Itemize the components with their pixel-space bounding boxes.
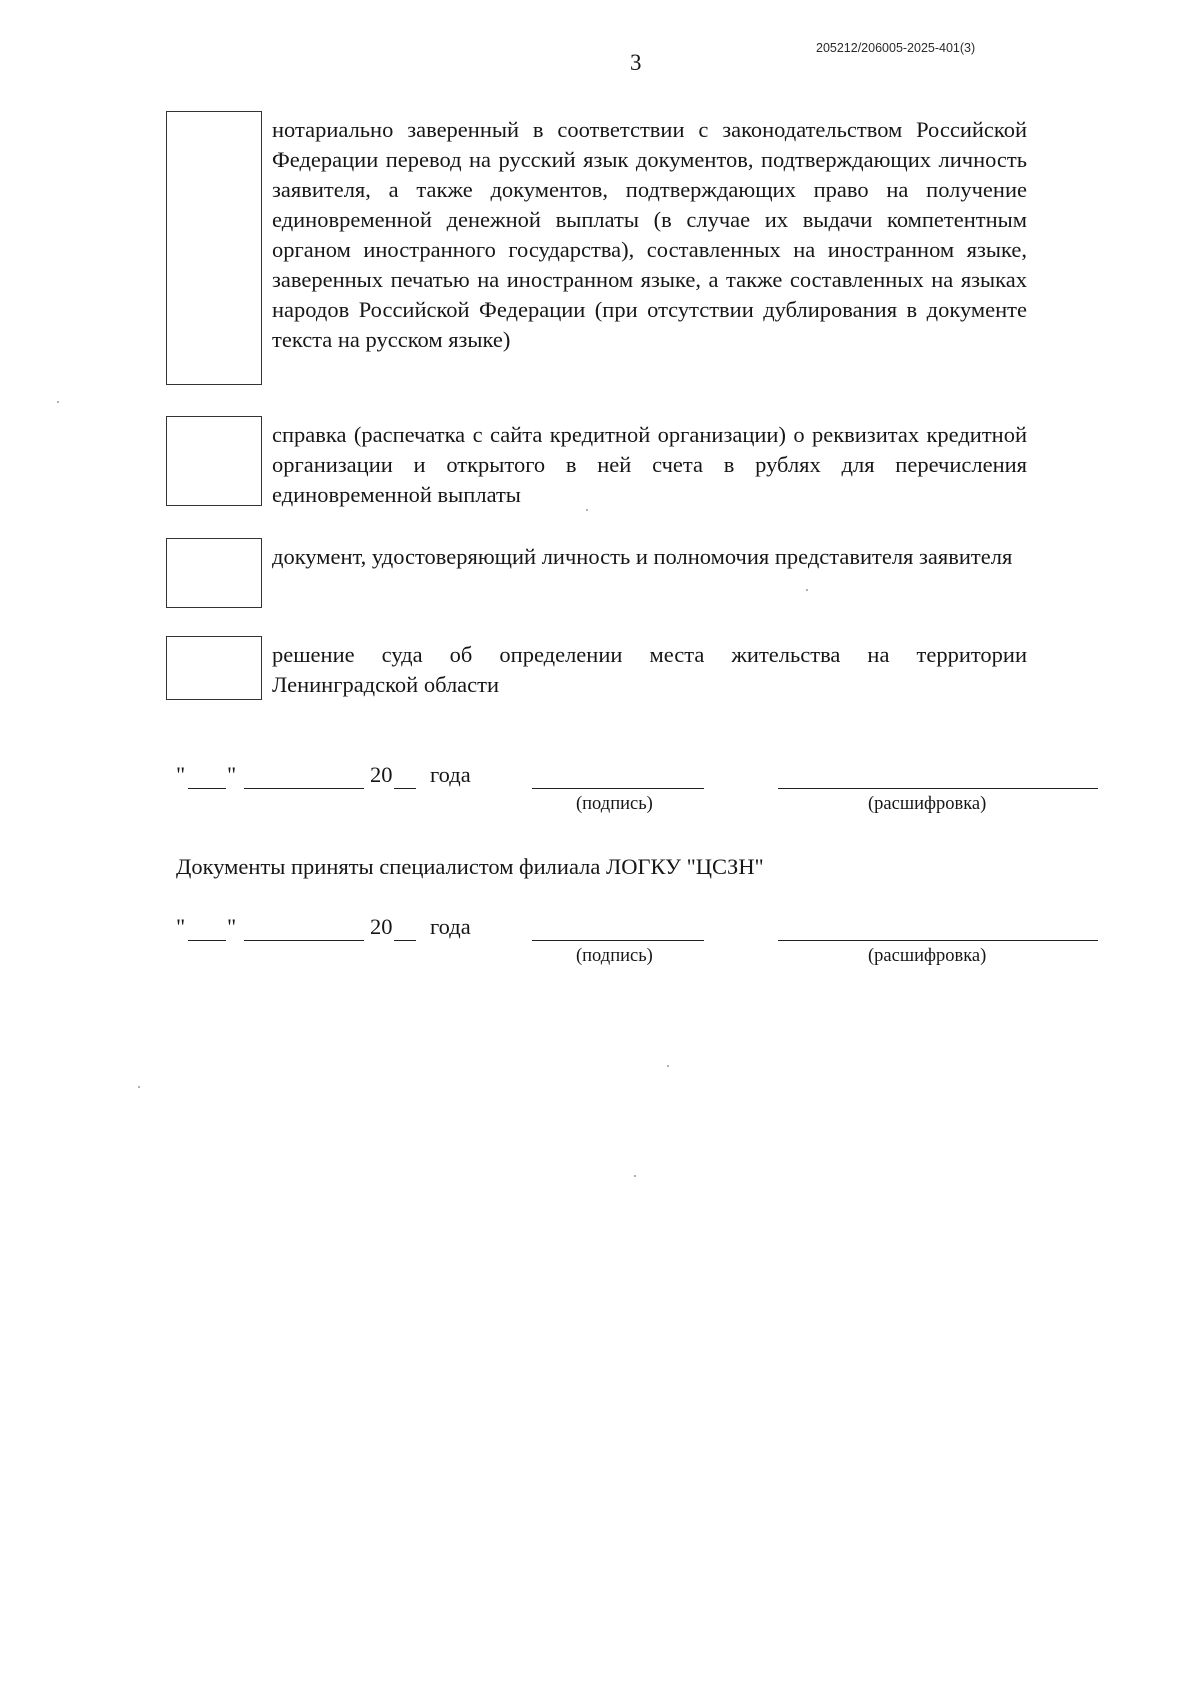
scan-speck <box>57 401 59 403</box>
page-number: 3 <box>630 50 642 75</box>
year-word: года <box>430 914 471 939</box>
scan-speck <box>667 1065 669 1067</box>
date-quote-open: " <box>176 914 186 939</box>
signature-caption: (подпись) <box>576 946 653 966</box>
date-quote-open: " <box>176 762 186 787</box>
signature-line[interactable] <box>532 788 704 789</box>
checkbox-bank-details[interactable] <box>166 416 262 506</box>
year-line[interactable] <box>394 788 416 789</box>
decode-line[interactable] <box>778 788 1098 789</box>
item-text-notarized-translation: нотариально заверенный в соответствии с законодательством Российской Федерации перевод на русский язык документов, подтверждающих личность заявителя, а также документов, подтверждающих право на получение единовременной денежной выплаты (в случае их выдачи компетентным органом иностранного государства), составленных на иностранном языке, заверенных печатью на иностранном языке, а также составленных на языках народов Российской Федерации (при отсутствии дублирования в документе текста на русском языке) <box>272 117 1027 352</box>
checkbox-notarized-translation[interactable] <box>166 111 262 385</box>
item-text-representative-id: документ, удостоверяющий личность и полномочия представителя заявителя <box>272 544 1013 569</box>
date-quote-close: " <box>227 914 237 939</box>
month-line[interactable] <box>244 940 364 941</box>
accepted-by-line: Документы приняты специалистом филиала ЛОГКУ "ЦСЗН" <box>176 854 764 879</box>
scan-speck <box>586 509 588 511</box>
day-line[interactable] <box>188 788 226 789</box>
year-word: года <box>430 762 471 787</box>
decode-caption: (расшифровка) <box>868 794 987 814</box>
scan-speck <box>138 1086 140 1088</box>
signature-caption: (подпись) <box>576 794 653 814</box>
day-line[interactable] <box>188 940 226 941</box>
year-line[interactable] <box>394 940 416 941</box>
scan-speck <box>634 1175 636 1177</box>
year-prefix: 20 <box>370 914 393 939</box>
scan-speck <box>806 589 808 591</box>
item-text-court-decision: решение суда об определении места жительства на территории Ленинградской области <box>272 642 1027 697</box>
month-line[interactable] <box>244 788 364 789</box>
decode-caption: (расшифровка) <box>868 946 987 966</box>
date-quote-close: " <box>227 762 237 787</box>
signature-line[interactable] <box>532 940 704 941</box>
decode-line[interactable] <box>778 940 1098 941</box>
checkbox-court-decision[interactable] <box>166 636 262 700</box>
year-prefix: 20 <box>370 762 393 787</box>
checkbox-representative-id[interactable] <box>166 538 262 608</box>
item-text-bank-details: справка (распечатка с сайта кредитной организации) о реквизитах кредитной организации и открытого в ней счета в рублях для перечисления единовременной выплаты <box>272 422 1027 507</box>
document-number: 205212/206005-2025-401(3) <box>816 41 976 55</box>
